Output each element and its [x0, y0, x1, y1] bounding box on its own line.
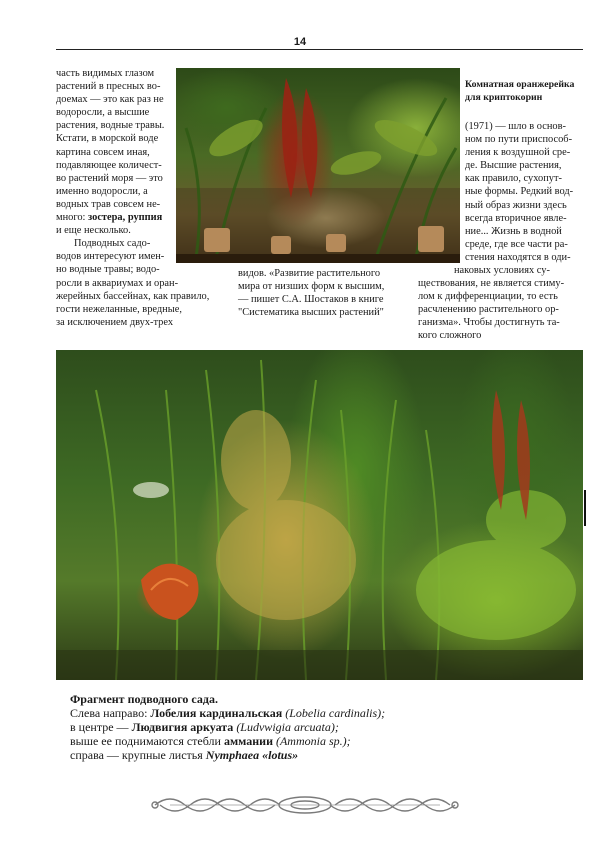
bold-term: зостера, руппия	[88, 212, 163, 224]
text-line: росли в аквариумах и оран-	[56, 277, 179, 289]
caption-line: выше ее поднимаются стебли аммании (Ammonia sp.);	[70, 734, 351, 748]
text-line: много: зостера, руппия	[56, 212, 163, 224]
header-rule	[56, 49, 583, 50]
text-line: ние... Жизнь в водной	[465, 225, 562, 237]
text-line: ществования, не является стиму-	[418, 278, 565, 290]
text-line: наковых условиях су-	[454, 265, 550, 276]
text-line: всегда вторичное явле-	[465, 212, 567, 224]
text-line: водных трав совсем не-	[56, 198, 161, 210]
text-line: гости нежеланные, вредные,	[56, 303, 182, 315]
greenhouse-photo	[176, 68, 460, 263]
text-line: де. Высшие растения,	[465, 160, 562, 172]
text-line: среде, где все части ра-	[465, 238, 568, 250]
text-line: ганизма». Чтобы достигнуть та-	[418, 317, 560, 329]
text-column-middle	[238, 267, 408, 319]
text-line: именно водоросли, а	[56, 185, 148, 197]
text-line: как правило, сухопут-	[465, 173, 562, 185]
text-column-left	[56, 67, 210, 329]
text-line: мира от низших форм к высшим,	[238, 281, 385, 293]
text-column-right	[465, 78, 583, 104]
text-line: лом к дифференциации, то есть	[418, 291, 558, 303]
text-line: (1971) — шло в основ-	[465, 121, 566, 132]
text-line: картина совсем иная,	[56, 146, 150, 158]
text-line: за исключением двух-трех	[56, 316, 174, 328]
text-line: ления к воздушной сре-	[465, 147, 571, 159]
photo-caption-heading: для криптокорин	[465, 92, 543, 104]
text-line: растений в пресных во-	[56, 81, 161, 93]
text-line: во растений моря — это	[56, 172, 163, 184]
margin-mark	[584, 490, 586, 526]
text-line: растения, водные травы.	[56, 120, 165, 132]
text-column-right-lower	[418, 264, 583, 343]
page-number: 14	[293, 36, 307, 48]
text-line: но водные травы; водо-	[56, 264, 160, 276]
text-line: водов интересуют имен-	[56, 251, 165, 263]
text-column-right-body	[465, 120, 583, 264]
caption-line: в центре — Людвигия аркуата (Ludvwigia arcuata);	[70, 720, 339, 734]
text-line: часть видимых глазом	[56, 68, 155, 79]
text-line: подавляющее количест-	[56, 159, 162, 171]
text-line: и еще несколько.	[56, 225, 131, 237]
photo-caption-heading: Комнатная оранжерейка	[465, 79, 575, 90]
text-line: видов. «Развитие растительного	[238, 268, 381, 279]
caption-line: справа — крупные листья Nymphaea «lotus»	[70, 748, 299, 762]
text-line: жерейных бассейнах, как правило,	[56, 290, 210, 302]
decorative-ornament	[150, 790, 460, 820]
text-line: Подводных садо-	[74, 238, 151, 250]
text-line: стения находятся в оди-	[465, 251, 571, 263]
text-line: доемах — это как раз не	[56, 94, 164, 106]
caption-line: Слева направо: Лобелия кардинальская (Lobelia cardinalis);	[70, 706, 386, 720]
text-line: водоросли, а высшие	[56, 107, 150, 119]
text-line: расчленению растительного ор-	[418, 304, 559, 316]
text-line: Кстати, в морской воде	[56, 133, 159, 145]
text-line: — пишет С.А. Шостаков в книге	[238, 294, 384, 306]
text-line: "Систематика высших растений"	[238, 307, 384, 319]
aquarium-photo	[56, 350, 583, 680]
text-line: кого сложного	[418, 330, 482, 342]
text-line: ный образ жизни здесь	[465, 199, 567, 211]
text-line: ном по пути приспособ-	[465, 134, 573, 146]
caption-title: Фрагмент подводного сада.	[70, 692, 218, 706]
figure-caption	[70, 692, 385, 762]
text-line: ные формы. Редкий вод-	[465, 186, 574, 198]
